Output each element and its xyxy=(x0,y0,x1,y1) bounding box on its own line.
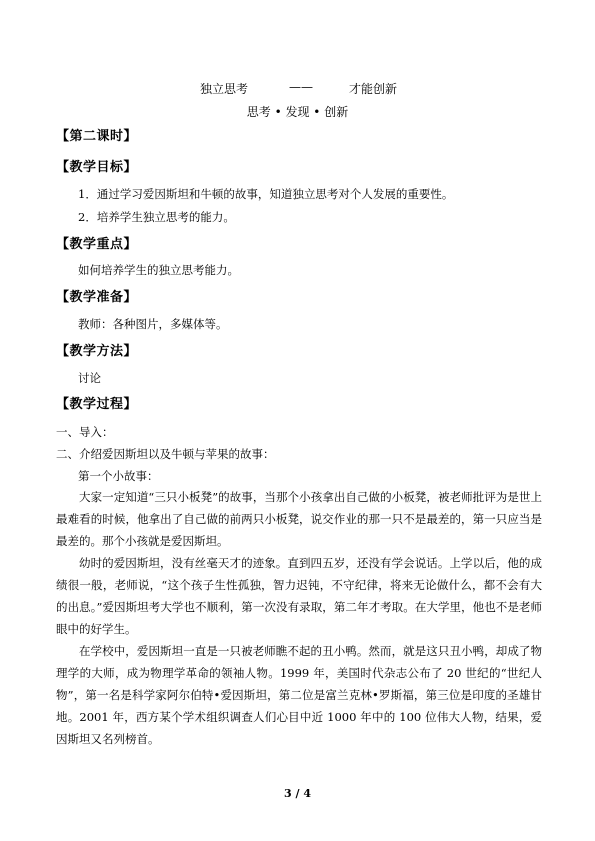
page-number: 3 / 4 xyxy=(284,787,311,800)
prep-text: 教师：各种图片，多媒体等。 xyxy=(78,317,228,331)
goal-item-1: 1．通过学习爱因斯坦和牛顿的故事，知道独立思考对个人发展的重要性。 xyxy=(78,187,454,201)
document-subtitle: 思考 • 发现 • 创新 xyxy=(246,105,349,119)
heading-method: 【教学方法】 xyxy=(56,344,138,359)
method-text: 讨论 xyxy=(78,371,101,385)
focus-text: 如何培养学生的独立思考能力。 xyxy=(78,263,239,277)
story-paragraph: 在学校中，爱因斯坦一直是一只被老师瞧不起的丑小鸭。然而，就是这只丑小鸭，却成了物理学的大师，成为物理学革命的领袖人物。1999 年，美国时代杂志公布了 20 世纪的“世纪人物”，第一名是科学家阿尔伯特•爱因斯坦，第二位是富兰克林•罗斯福，第三位是印度的圣雄甘地。2001 年，西方某个学术组织调查人们心目中近 1000 年中的 100 位伟大人物，结果，爱因斯坦又名列榜首。 xyxy=(56,644,542,746)
story-body xyxy=(56,486,542,750)
heading-lesson: 【第二课时】 xyxy=(56,129,138,144)
heading-process: 【教学过程】 xyxy=(56,397,138,412)
process-step-2: 二、介绍爱因斯坦以及牛顿与苹果的故事： xyxy=(56,447,275,461)
title-left: 独立思考 xyxy=(200,82,249,96)
title-right: 才能创新 xyxy=(349,82,398,96)
heading-goals: 【教学目标】 xyxy=(56,160,138,175)
heading-focus: 【教学重点】 xyxy=(56,237,138,252)
process-step-1: 一、导入： xyxy=(56,425,114,439)
story-paragraph: 大家一定知道“三只小板凳”的故事，当那个小孩拿出自己做的小板凳，被老师批评为是世上最难看的时候，他拿出了自己做的前两只小板凳，说交作业的那一只不是最差的，第一只应当是最差的。那个小孩就是爱因斯坦。 xyxy=(56,490,542,548)
goal-item-2: 2．培养学生独立思考的能力。 xyxy=(78,210,235,224)
title-dash: —— xyxy=(289,80,313,94)
heading-prep: 【教学准备】 xyxy=(56,290,138,305)
story-label: 第一个小故事： xyxy=(78,469,159,483)
story-paragraph: 幼时的爱因斯坦，没有丝毫天才的迹象。直到四五岁，还没有学会说话。上学以后，他的成绩很一般，老师说，“这个孩子生性孤独，智力迟钝，不守纪律，将来无论做什么，都不会有大的出息。”爱因斯坦考大学也不顺利，第一次没有录取，第二年才考取。在大学里，他也不是老师眼中的好学生。 xyxy=(56,556,542,636)
